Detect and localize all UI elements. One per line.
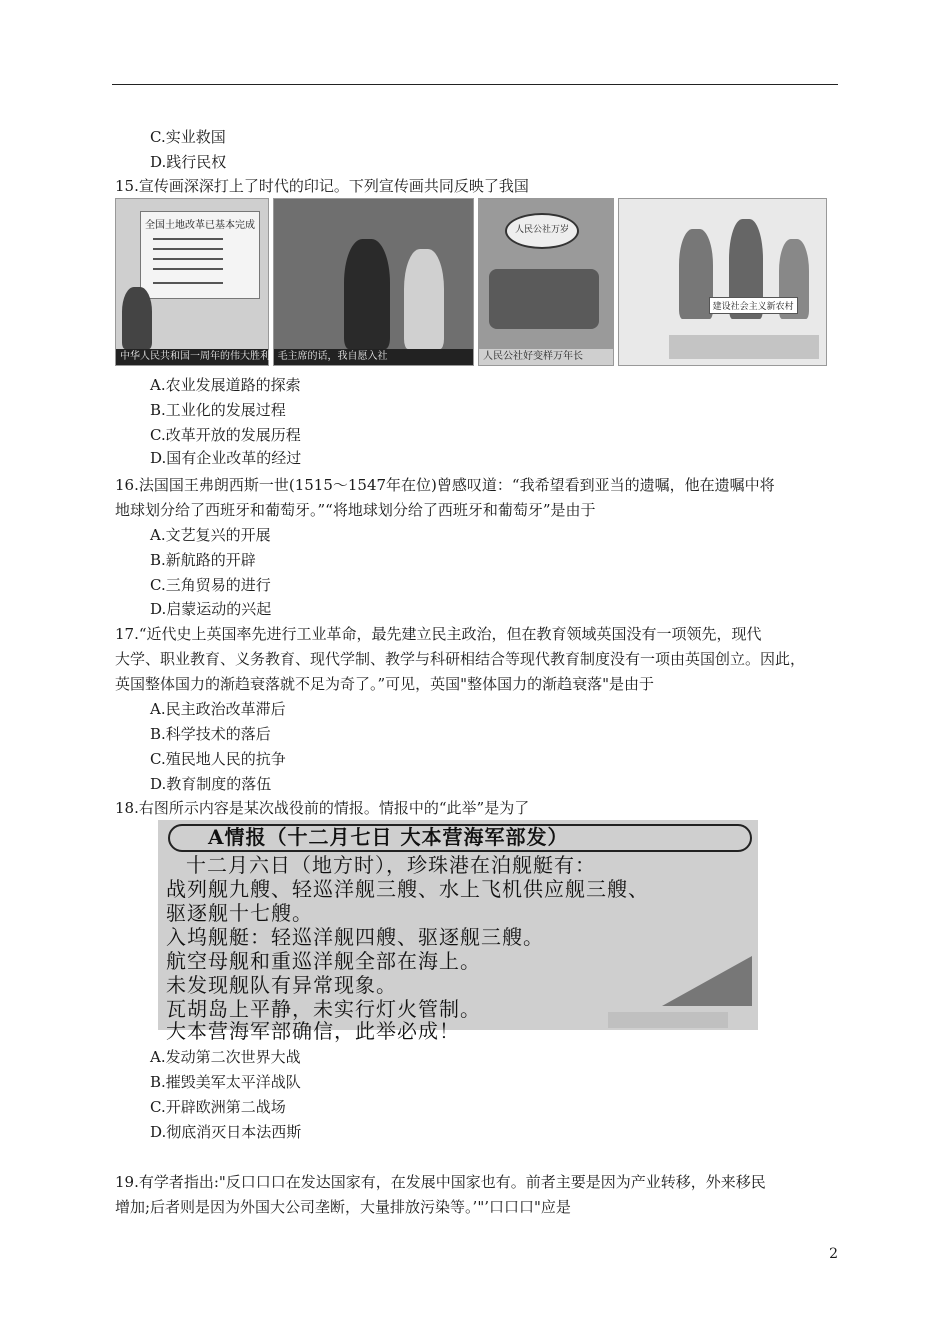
farmer-figure xyxy=(344,239,390,349)
q15-option-a[interactable]: A.农业发展道路的探索 xyxy=(150,376,301,394)
poster-caption: 毛主席的话，我自愿入社 xyxy=(274,349,473,365)
q18-option-a[interactable]: A.发动第二次世界大战 xyxy=(150,1048,301,1066)
header-rule xyxy=(112,84,838,85)
woman-figure xyxy=(404,249,444,349)
poster-cooperative xyxy=(273,198,474,366)
telegram-line: 大本营海军部确信，此举必成！ xyxy=(166,1019,460,1043)
telegram-line: 未发现舰队有异常现象。 xyxy=(166,973,397,997)
commune-badge: 人民公社万岁 xyxy=(505,213,579,249)
blurred-watermark xyxy=(608,1012,728,1028)
poster-caption: 人民公社好变样万年长 xyxy=(479,349,613,365)
q15-option-b[interactable]: B.工业化的发展过程 xyxy=(150,401,286,419)
telegram-line: 入坞舰艇：轻巡洋舰四艘、驱逐舰三艘。 xyxy=(166,925,544,949)
q18-option-c[interactable]: C.开辟欧洲第二战场 xyxy=(150,1098,286,1116)
poster-cartoon xyxy=(618,198,827,366)
q17-option-a[interactable]: A.民主政治改革滞后 xyxy=(150,700,286,718)
q16-option-a[interactable]: A.文艺复兴的开展 xyxy=(150,526,271,544)
q19-stem-line2: 增加;后者则是因为外国大公司垄断，大量排放污染等。’"’口口口"应是 xyxy=(115,1198,571,1216)
q18-option-d[interactable]: D.彻底消灭日本法西斯 xyxy=(150,1123,302,1141)
cartoon-figure xyxy=(679,229,713,319)
q19-stem-line1: 19.有学者指出:"反口口口在发达国家有，在发展中国家也有。前者主要是因为产业转移，外来移民 xyxy=(115,1173,766,1191)
q14-option-c[interactable]: C.实业救国 xyxy=(150,128,226,146)
q17-stem-line1: 17.“近代史上英国率先进行工业革命，最先建立民主政治，但在教育领域英国没有一项领先，现代 xyxy=(115,625,762,643)
q15-option-d[interactable]: D.国有企业改革的经过 xyxy=(150,449,302,467)
speaker-figure xyxy=(122,287,152,349)
q18-stem: 18.右图所示内容是某次战役前的情报。情报中的“此举”是为了 xyxy=(115,799,530,817)
blurred-watermark xyxy=(669,335,819,359)
q17-stem-line3: 英国整体国力的渐趋衰落就不足为奇了。”可见，英国"整体国力的渐趋衰落"是由于 xyxy=(115,675,654,693)
poster-title: 全国土地改革已基本完成 xyxy=(145,220,255,231)
q17-stem-line2: 大学、职业教育、义务教育、现代学制、教学与科研相结合等现代教育制度没有一项由英国创立。因此， xyxy=(115,650,806,668)
q16-stem-line1: 16.法国国王弗朗西斯一世(1515～1547年在位)曾感叹道：“我希望看到亚当的遗嘱，他在遗嘱中将 xyxy=(115,476,775,494)
q14-option-d[interactable]: D.践行民权 xyxy=(150,153,227,171)
telegram-header: A情报（十二月七日 大本营海军部发） xyxy=(208,825,569,849)
telegram-line: 战列舰九艘、轻巡洋舰三艘、水上飞机供应舰三艘、 xyxy=(166,877,649,901)
telegram-line: 航空母舰和重巡洋舰全部在海上。 xyxy=(166,949,481,973)
telegram-line: 瓦胡岛上平静，未实行灯火管制。 xyxy=(166,997,481,1021)
poster-land-reform xyxy=(115,198,269,366)
poster-commune xyxy=(478,198,614,366)
q18-option-b[interactable]: B.摧毁美军太平洋战队 xyxy=(150,1073,301,1091)
q17-option-d[interactable]: D.教育制度的落伍 xyxy=(150,775,272,793)
poster-caption: 中华人民共和国一周年的伟大胜利 xyxy=(116,349,268,365)
q16-option-c[interactable]: C.三角贸易的进行 xyxy=(150,576,271,594)
telegram-line: 驱逐舰十七艘。 xyxy=(166,901,313,925)
q16-option-d[interactable]: D.启蒙运动的兴起 xyxy=(150,600,272,618)
q16-stem-line2: 地球划分给了西班牙和葡萄牙。”“将地球划分给了西班牙和葡萄牙”是由于 xyxy=(115,501,596,519)
telegram-line: 十二月六日（地方时），珍珠港在泊舰艇有： xyxy=(186,853,596,877)
q16-option-b[interactable]: B.新航路的开辟 xyxy=(150,551,256,569)
cartoon-banner: 建设社会主义新农村 xyxy=(709,297,798,314)
poster-sign xyxy=(140,211,260,299)
q17-option-c[interactable]: C.殖民地人民的抗争 xyxy=(150,750,286,768)
crowd-figure xyxy=(489,269,599,329)
intelligence-telegram-image xyxy=(158,820,758,1043)
q17-option-b[interactable]: B.科学技术的落后 xyxy=(150,725,271,743)
q15-stem: 15.宣传画深深打上了时代的印记。下列宣传画共同反映了我国 xyxy=(115,177,529,195)
page-number: 2 xyxy=(829,1246,838,1262)
propaganda-posters-strip xyxy=(115,198,827,366)
ship-sail-graphic xyxy=(662,956,752,1006)
q15-option-c[interactable]: C.改革开放的发展历程 xyxy=(150,426,301,444)
